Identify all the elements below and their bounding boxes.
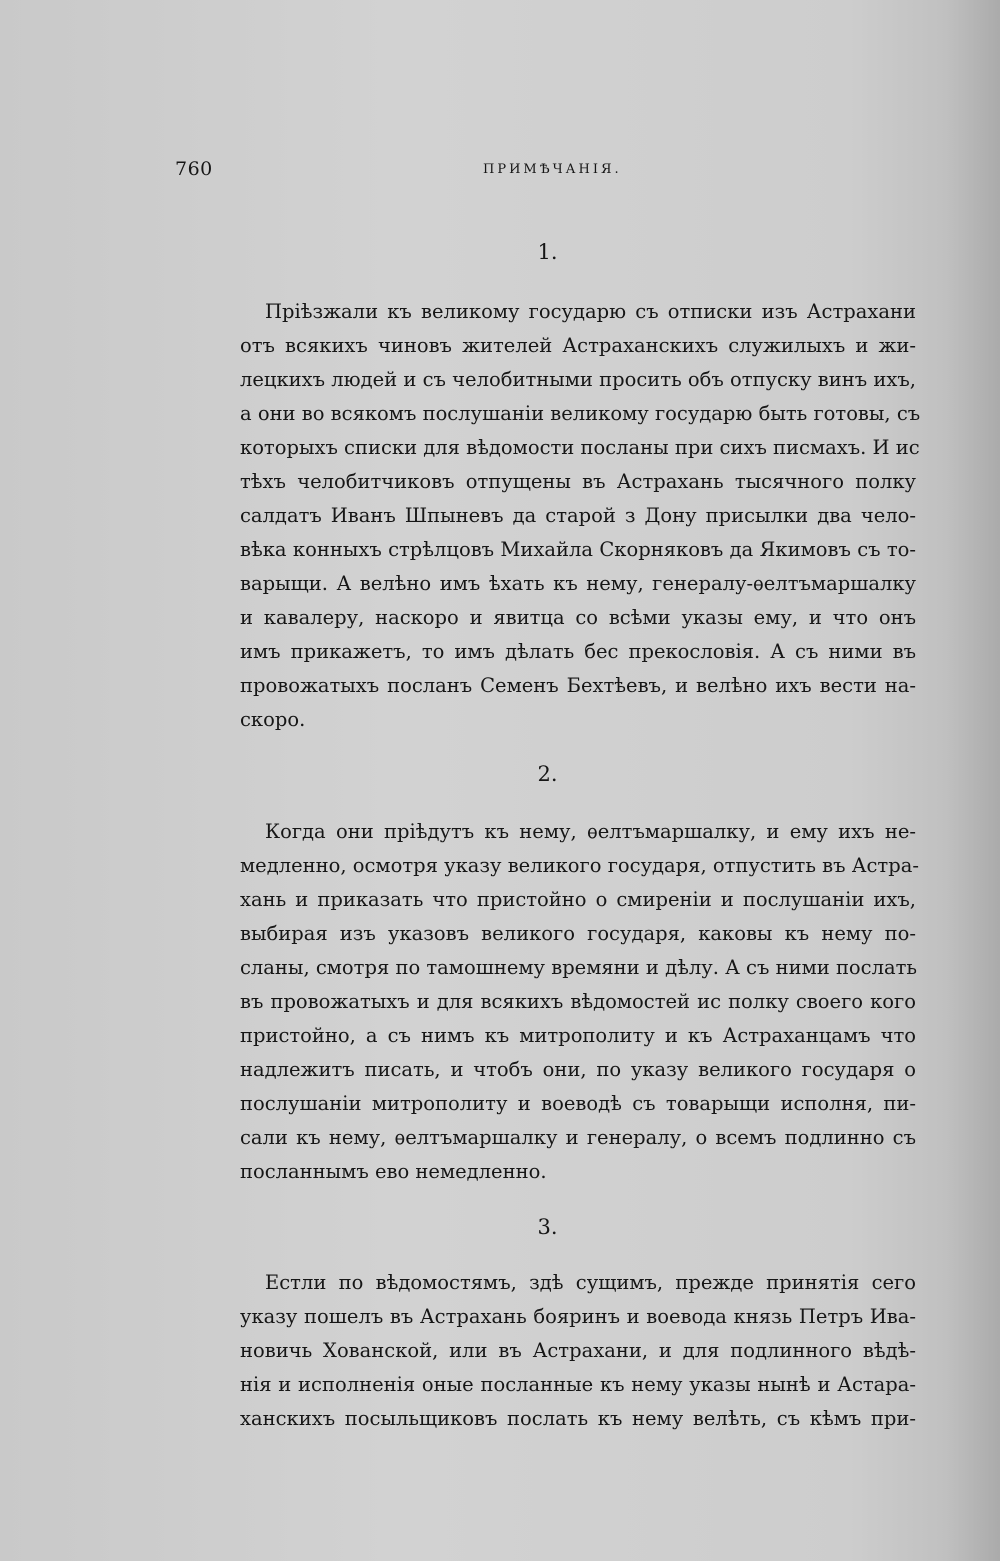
section-number: 2. — [537, 762, 558, 786]
text-line: сланы, смотря по тамошнему времяни и дѣлу. А съ ними послать — [240, 956, 918, 979]
text-line: варыщи. А велѣно имъ ѣхать къ нему, генералу-ѳелтъмаршалку — [240, 572, 916, 595]
text-line: а они во всякомъ послушаніи великому государю быть готовы, съ — [240, 402, 921, 425]
page-header — [0, 158, 1000, 182]
text-line: посланнымъ ево немедленно. — [240, 1160, 547, 1183]
text-line: Пріѣзжали къ великому государю съ отписки изъ Астрахани — [265, 300, 916, 323]
text-line: надлежитъ писать, и чтобъ они, по указу великого государя о — [240, 1058, 916, 1081]
page-number: 760 — [175, 158, 213, 180]
text-line: салдатъ Иванъ Шпыневъ да старой з Дону присылки два чело- — [240, 504, 916, 527]
text-line: лецкихъ людей и съ челобитными просить объ отпуску винъ ихъ, — [240, 368, 916, 391]
text-line: имъ прикажетъ, то имъ дѣлать бес прекословія. А съ ними въ — [240, 640, 916, 663]
text-line: которыхъ списки для вѣдомости посланы при сихъ писмахъ. И ис — [240, 436, 920, 459]
text-line: послушаніи митрополиту и воеводѣ съ товарыщи исполня, пи- — [240, 1092, 916, 1115]
text-line: провожатыхъ посланъ Семенъ Бехтѣевъ, и велѣно ихъ вести на- — [240, 674, 916, 697]
text-line: отъ всякихъ чиновъ жителей Астраханскихъ служилыхъ и жи- — [240, 334, 916, 357]
text-line: ханскихъ посыльщиковъ послать къ нему велѣть, съ кѣмъ при- — [240, 1407, 916, 1430]
text-line: пристойно, а съ нимъ къ митрополиту и къ Астраханцамъ что — [240, 1024, 916, 1047]
text-line: хань и приказать что пристойно о смиреніи и послушаніи ихъ, — [240, 888, 916, 911]
text-line: указу пошелъ въ Астрахань бояринъ и воевода князь Петръ Ива- — [240, 1305, 916, 1328]
text-line: тѣхъ челобитчиковъ отпущены въ Астрахань тысячного полку — [240, 470, 916, 493]
text-line: Когда они пріѣдутъ къ нему, ѳелтъмаршалку, и ему ихъ не- — [265, 820, 916, 843]
text-line: Естли по вѣдомостямъ, здѣ сущимъ, прежде принятія сего — [265, 1271, 916, 1294]
text-line: нія и исполненія оные посланные къ нему указы нынѣ и Астара- — [240, 1373, 916, 1396]
section-number: 3. — [537, 1215, 558, 1239]
text-line: скоро. — [240, 708, 306, 731]
text-line: медленно, осмотря указу великого государя, отпустить въ Астра- — [240, 854, 919, 877]
section-number: 1. — [537, 240, 558, 264]
text-line: выбирая изъ указовъ великого государя, каковы къ нему по- — [240, 922, 916, 945]
text-line: новичь Хованской, или въ Астрахани, и для подлинного вѣдѣ- — [240, 1339, 916, 1362]
running-title: ПРИМѢЧАНІЯ. — [483, 162, 622, 177]
text-line: вѣка конныхъ стрѣлцовъ Михайла Скорняковъ да Якимовъ съ то- — [240, 538, 916, 561]
text-line: въ провожатыхъ и для всякихъ вѣдомостей ис полку своего кого — [240, 990, 916, 1013]
text-line: сали къ нему, ѳелтъмаршалку и генералу, о всемъ подлинно съ — [240, 1126, 916, 1149]
text-line: и кавалеру, наскоро и явитца со всѣми указы ему, и что онъ — [240, 606, 916, 629]
